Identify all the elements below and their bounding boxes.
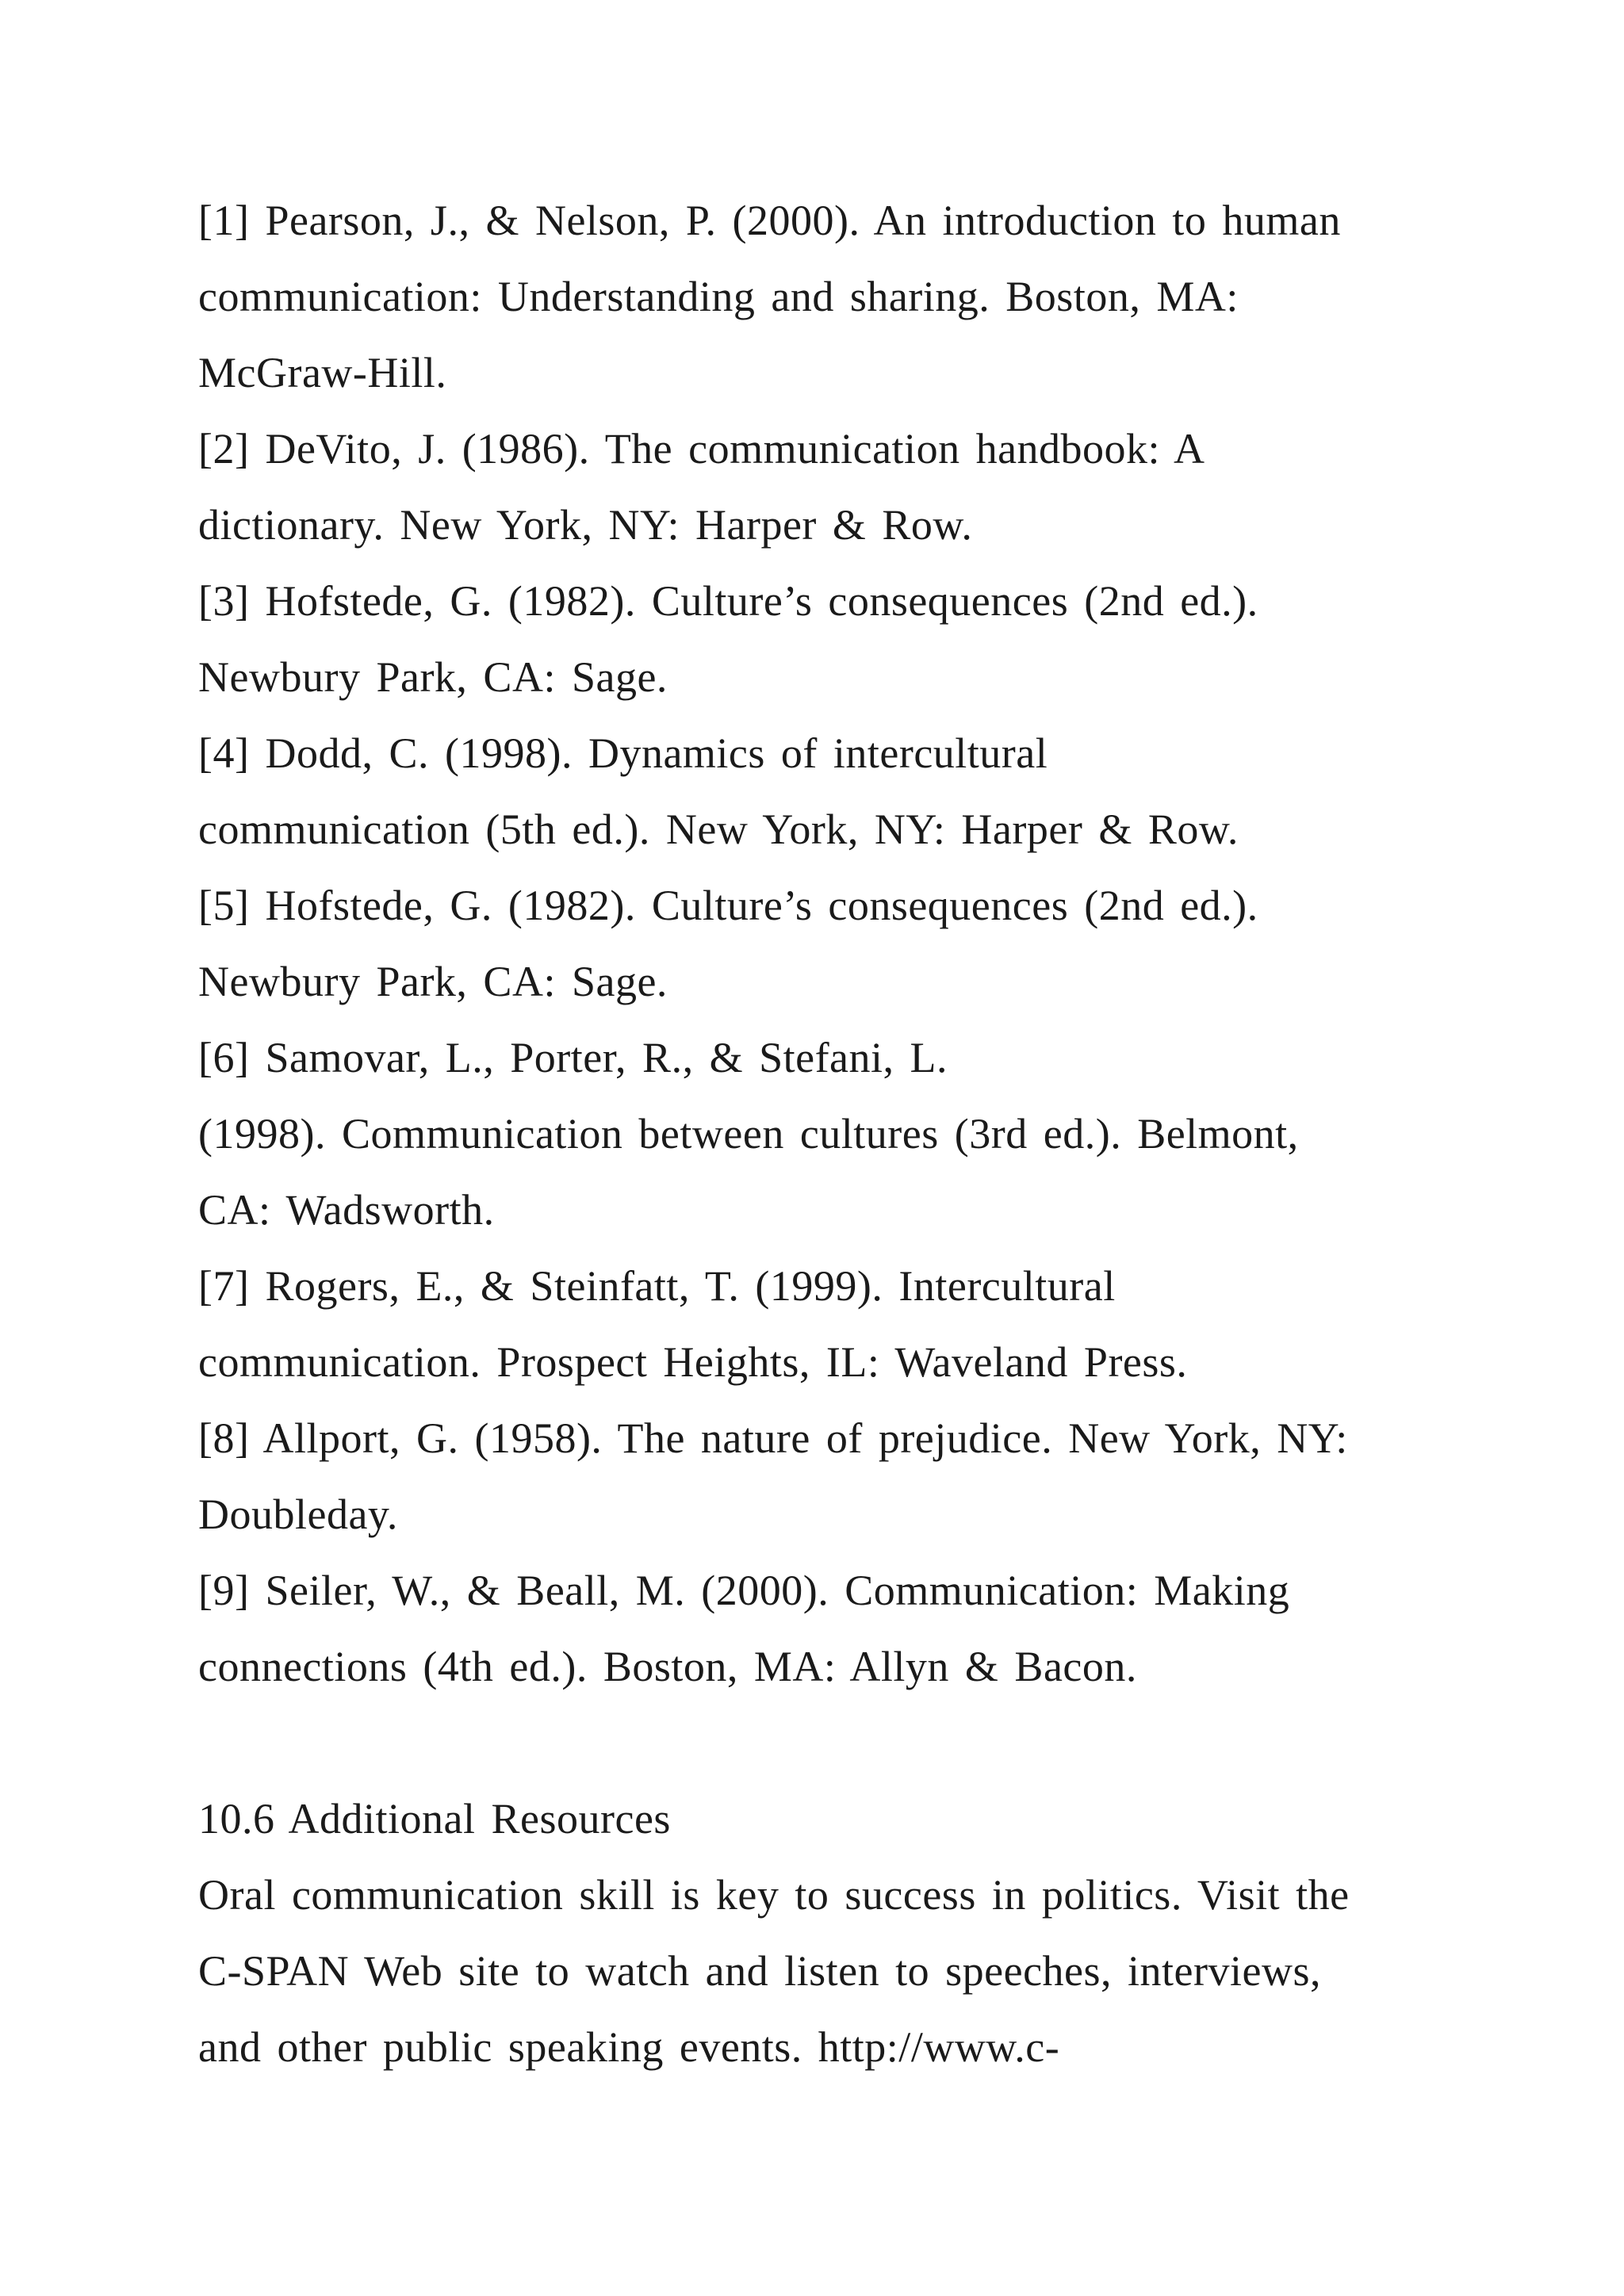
reference-entry xyxy=(198,1020,1435,1248)
reference-line: [6] Samovar, L., Porter, R., & Stefani, L. xyxy=(198,1034,948,1081)
reference-line: dictionary. New York, NY: Harper & Row. xyxy=(198,501,973,549)
reference-entry xyxy=(198,715,1435,867)
reference-line: [8] Allport, G. (1958). The nature of prejudice. New York, NY: xyxy=(198,1414,1348,1462)
reference-line: CA: Wadsworth. xyxy=(198,1186,495,1234)
reference-entry xyxy=(198,563,1435,715)
reference-line: communication: Understanding and sharing. Boston, MA: xyxy=(198,273,1239,320)
reference-entry xyxy=(198,867,1435,1020)
additional-resources-section xyxy=(198,1781,1435,2085)
reference-line: (1998). Communication between cultures (3rd ed.). Belmont, xyxy=(198,1110,1299,1158)
reference-entry xyxy=(198,1248,1435,1400)
reference-entry xyxy=(198,182,1435,411)
reference-line: Doubleday. xyxy=(198,1490,398,1538)
reference-line: [3] Hofstede, G. (1982). Culture’s consequences (2nd ed.). xyxy=(198,577,1258,625)
reference-line: Newbury Park, CA: Sage. xyxy=(198,958,668,1005)
section-heading: 10.6 Additional Resources xyxy=(198,1795,671,1843)
reference-line: connections (4th ed.). Boston, MA: Allyn & Bacon. xyxy=(198,1643,1137,1690)
reference-list xyxy=(198,182,1435,1705)
section-spacer xyxy=(198,1705,1435,1781)
body-line: and other public speaking events. http://www.c- xyxy=(198,2023,1060,2071)
reference-line: [5] Hofstede, G. (1982). Culture’s consequences (2nd ed.). xyxy=(198,882,1258,929)
reference-line: [7] Rogers, E., & Steinfatt, T. (1999). Intercultural xyxy=(198,1262,1116,1310)
page-content xyxy=(198,182,1435,2085)
reference-line: [9] Seiler, W., & Beall, M. (2000). Communication: Making xyxy=(198,1567,1290,1614)
reference-line: [2] DeVito, J. (1986). The communication handbook: A xyxy=(198,425,1205,473)
body-line: C-SPAN Web site to watch and listen to speeches, interviews, xyxy=(198,1947,1321,1995)
reference-line: Newbury Park, CA: Sage. xyxy=(198,653,668,701)
reference-line: communication (5th ed.). New York, NY: Harper & Row. xyxy=(198,806,1239,853)
reference-line: communication. Prospect Heights, IL: Waveland Press. xyxy=(198,1338,1188,1386)
reference-entry xyxy=(198,1552,1435,1705)
reference-line: [1] Pearson, J., & Nelson, P. (2000). An introduction to human xyxy=(198,197,1341,244)
reference-entry xyxy=(198,411,1435,563)
body-line: Oral communication skill is key to success in politics. Visit the xyxy=(198,1871,1350,1919)
reference-line: [4] Dodd, C. (1998). Dynamics of intercultural xyxy=(198,729,1048,777)
reference-entry xyxy=(198,1400,1435,1552)
reference-line: McGraw-Hill. xyxy=(198,349,447,396)
